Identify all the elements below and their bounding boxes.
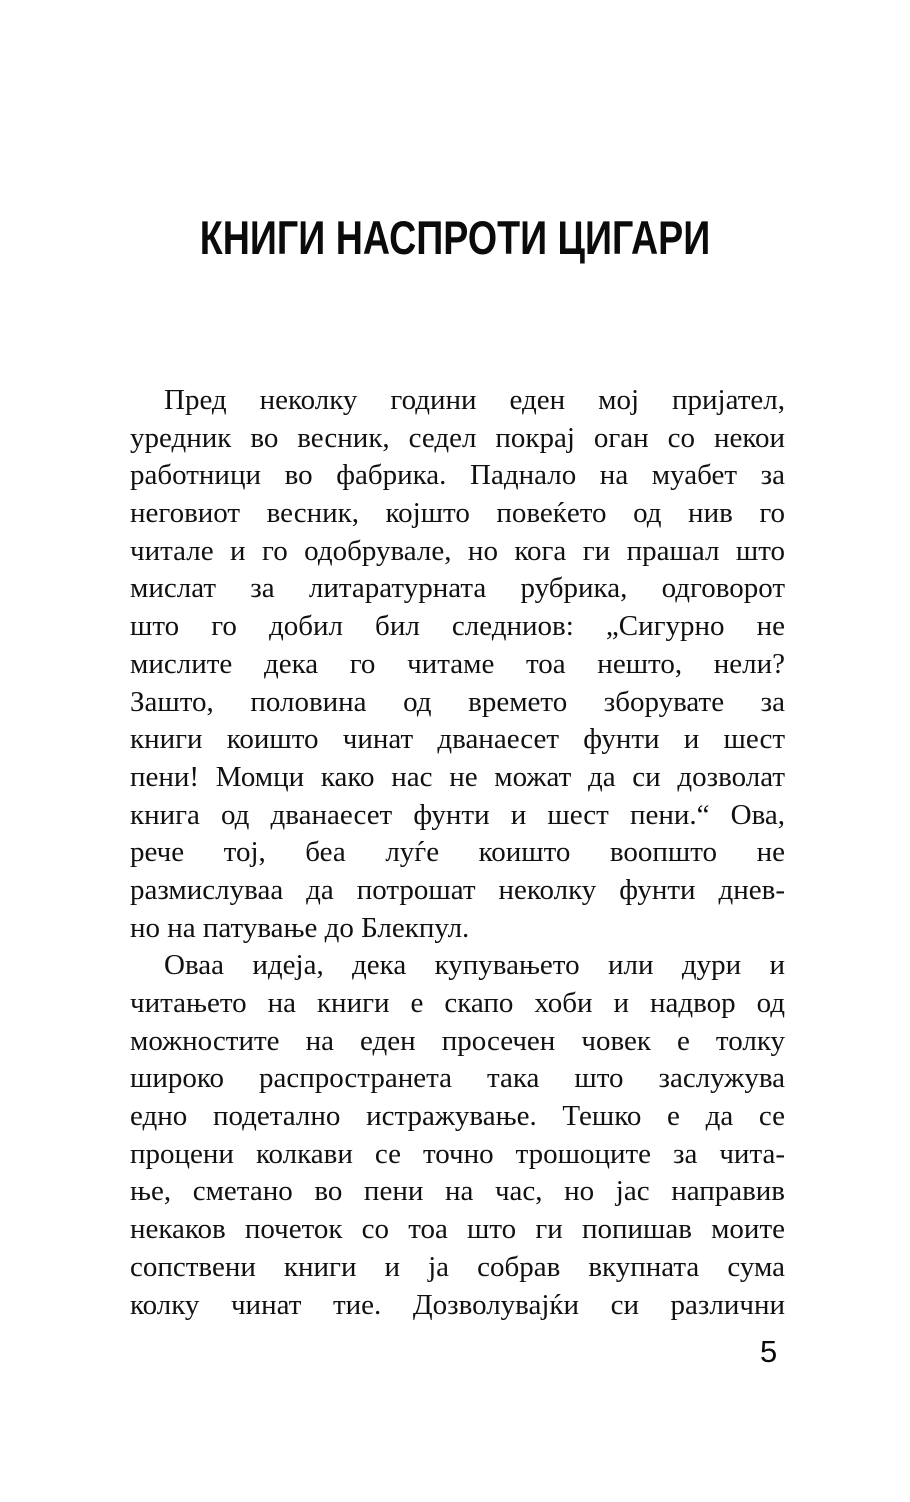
text-line: но на патување до Блекпул.: [130, 911, 470, 944]
text-line: процени колкави се точно трошоците за чита-: [130, 1137, 785, 1170]
text-line: Оваа идеја, дека купувањето или дури и: [164, 949, 785, 982]
text-line: некаков почеток со тоа што ги попишав моите: [130, 1213, 785, 1246]
text-line: книга од дванаесет фунти и шест пени.“ Ова,: [130, 798, 785, 831]
text-line: едно подетално истражување. Тешко е да се: [130, 1100, 785, 1133]
text-line: читањето на книги е скапо хоби и надвор од: [130, 987, 785, 1019]
text-line: колку чинат тие. Дозволувајќи си различни: [130, 1288, 785, 1321]
text-line: неговиот весник, којшто повеќето од нив го: [130, 497, 785, 530]
text-line: уредник во весник, седел покрај оган со некои: [130, 421, 785, 454]
text-line: книги коишто чинат дванаесет фунти и шест: [130, 723, 785, 756]
text-line: мислат за литаратурната рубрика, одговорот: [130, 572, 785, 605]
text-line: пени! Момци како нас не можат да си дозволат: [130, 760, 785, 793]
chapter-title-text: КНИГИ НАСПРОТИ ЦИГАРИ: [199, 211, 711, 264]
text-line: што го добил бил следниов: „Сигурно не: [130, 610, 785, 643]
text-line: Зашто, половина од времето зборувате за: [130, 685, 785, 718]
text-line: ње, сметано во пени на час, но јас направив: [130, 1175, 785, 1208]
text-line: мислите дека го читаме тоа нешто, нели?: [130, 647, 785, 680]
text-line: читале и го одобрувале, но кога ги прашал што: [130, 534, 785, 567]
text-line: можностите на еден просечен човек е толку: [130, 1024, 785, 1057]
text-line: Пред неколку години еден мој пријател,: [164, 384, 785, 416]
text-line: размислуваа да потрошат неколку фунти днев-: [130, 873, 785, 906]
chapter-title: [0, 212, 910, 264]
text-line: широко распространета така што заслужува: [130, 1062, 785, 1095]
text-line: рече тој, беа луѓе коишто воопшто не: [130, 836, 785, 869]
page-number: 5: [760, 1334, 778, 1369]
text-line: сопствени книги и ја собрав вкупната сума: [130, 1250, 785, 1283]
body-text: [130, 382, 785, 1324]
text-line: работници во фабрика. Паднало на муабет за: [130, 459, 785, 492]
